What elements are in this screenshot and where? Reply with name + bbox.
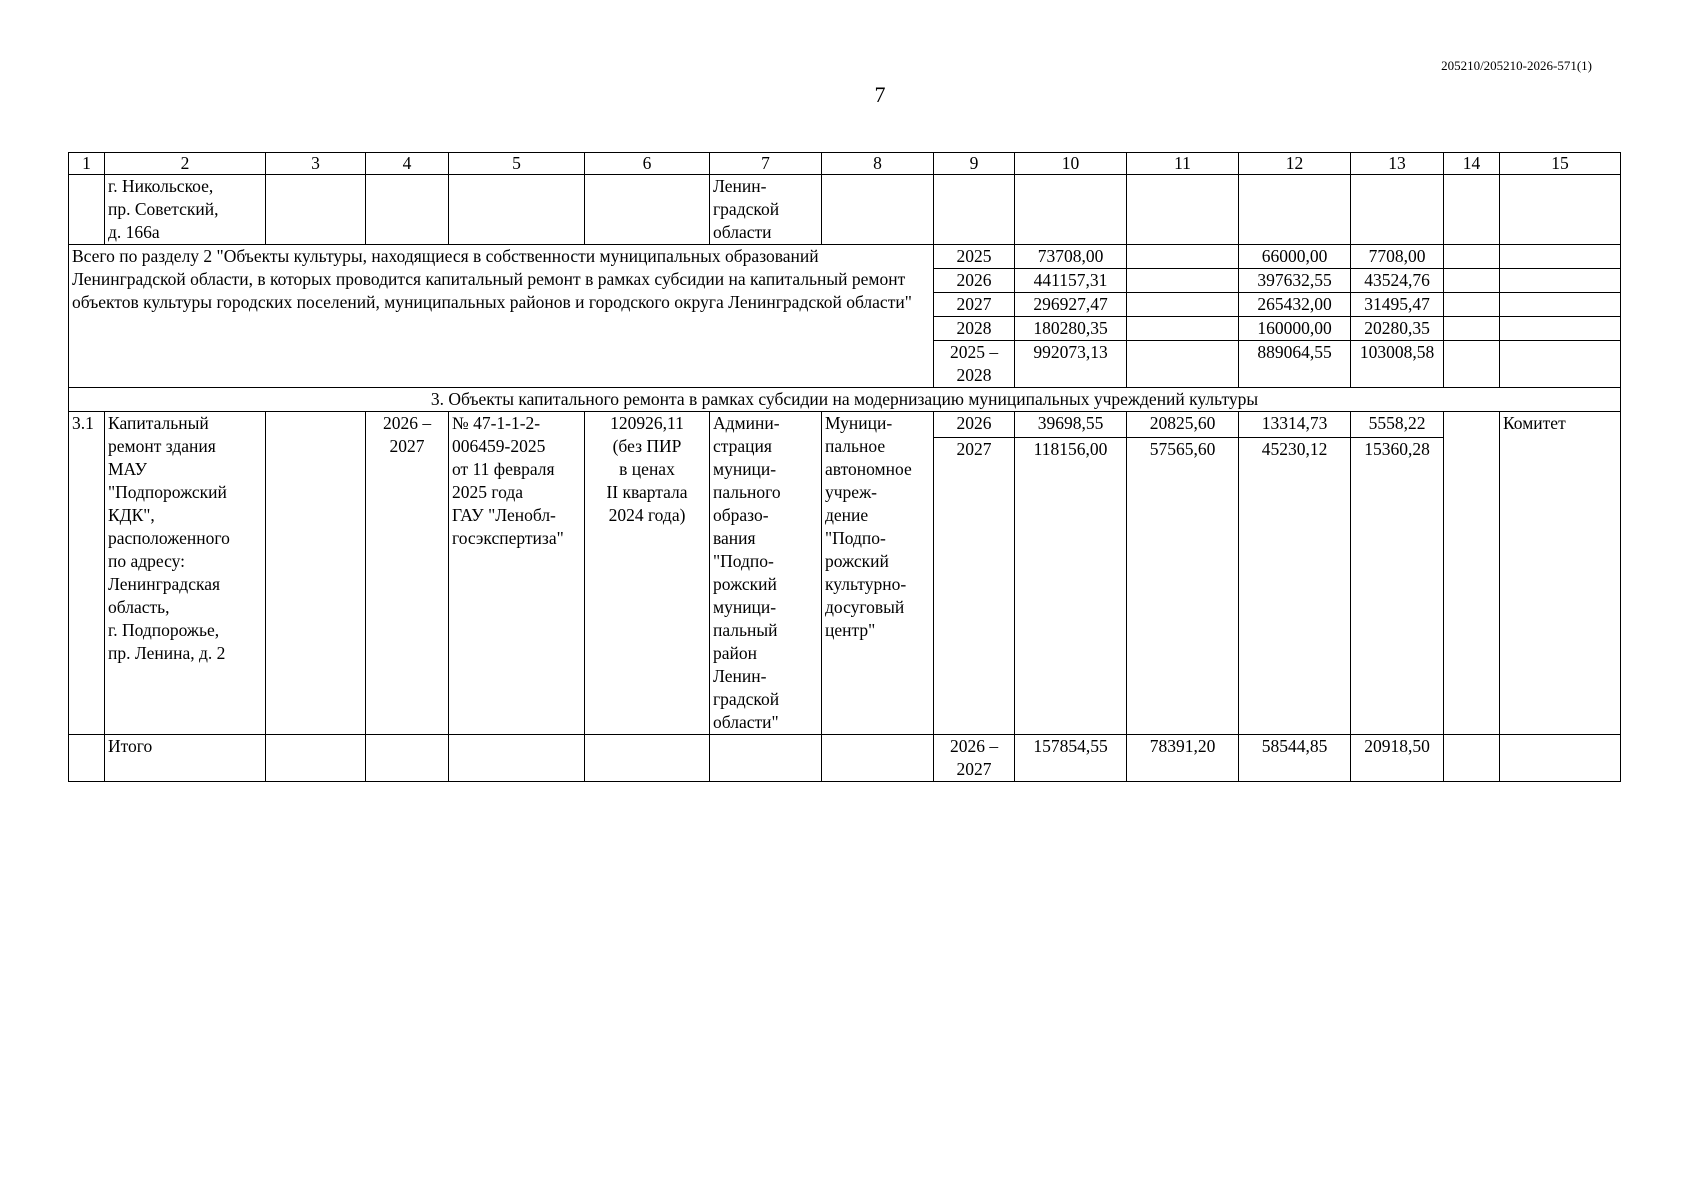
total-row: [69, 735, 1621, 782]
amount-cell: [1127, 245, 1239, 269]
institution-cell: Муници- пальное автономное учреж- дение "Подпо- рожский культурно- досуговый центр": [822, 412, 934, 735]
table-cell: [1444, 269, 1500, 293]
table-cell: [710, 735, 822, 782]
amount-cell: 20918,50: [1351, 735, 1444, 782]
estimated-cost-cell: 120926,11 (без ПИР в ценах II квартала 2024 года): [585, 412, 710, 735]
year-cell: 2026: [934, 269, 1015, 293]
table-cell: [1444, 735, 1500, 782]
year-cell: 2025: [934, 245, 1015, 269]
amount-cell: 296927,47: [1015, 293, 1127, 317]
table-cell: [1444, 317, 1500, 341]
section2-total-label: Всего по разделу 2 "Объекты культуры, находящиеся в собственности муниципальных образований Ленинградской области, в которых проводится капитальный ремонт в рамках субсидии на капитальный ремонт объектов культуры городских поселений, муниципальных районов и городского округа Ленинградской области": [69, 245, 934, 388]
amount-cell: 992073,13: [1015, 341, 1127, 388]
amount-cell: 397632,55: [1239, 269, 1351, 293]
column-number-row: [69, 153, 1621, 175]
year-cell: 2028: [934, 317, 1015, 341]
period-cell: 2026 – 2027: [366, 412, 449, 735]
amount-cell: [1127, 317, 1239, 341]
object-name-cell: Капитальный ремонт здания МАУ "Подпорожский КДК", расположенного по адресу: Ленинградская область, г. Подпорожье, пр. Ленина, д. 2: [105, 412, 266, 735]
column-number: 4: [366, 153, 449, 175]
table-cell: [585, 735, 710, 782]
column-number: 13: [1351, 153, 1444, 175]
table-cell: [449, 175, 585, 245]
column-number: 10: [1015, 153, 1127, 175]
amount-cell: 73708,00: [1015, 245, 1127, 269]
table-cell: [1127, 175, 1239, 245]
item-row: [69, 412, 1621, 438]
amount-cell: 66000,00: [1239, 245, 1351, 269]
table-cell: [585, 175, 710, 245]
table-cell: [1500, 317, 1621, 341]
table-cell: [1500, 293, 1621, 317]
section-title: 3. Объекты капитального ремонта в рамках субсидии на модернизацию муниципальных учреждений культуры: [69, 388, 1621, 412]
amount-cell: [1127, 293, 1239, 317]
table-cell: [266, 412, 366, 735]
amount-cell: 5558,22: [1351, 412, 1444, 438]
amount-cell: 45230,12: [1239, 437, 1351, 734]
amount-cell: 441157,31: [1015, 269, 1127, 293]
amount-cell: 78391,20: [1127, 735, 1239, 782]
amount-cell: 160000,00: [1239, 317, 1351, 341]
column-number: 14: [1444, 153, 1500, 175]
amount-cell: 265432,00: [1239, 293, 1351, 317]
amount-cell: 103008,58: [1351, 341, 1444, 388]
column-number: 9: [934, 153, 1015, 175]
column-number: 2: [105, 153, 266, 175]
amount-cell: 15360,28: [1351, 437, 1444, 734]
amount-cell: 20280,35: [1351, 317, 1444, 341]
amount-cell: 39698,55: [1015, 412, 1127, 438]
table-cell: [69, 175, 105, 245]
amount-cell: 31495,47: [1351, 293, 1444, 317]
table-cell: [69, 735, 105, 782]
table-cell: [1500, 341, 1621, 388]
table-cell: [266, 735, 366, 782]
item-number: 3.1: [69, 412, 105, 735]
section2-total-row: [69, 245, 1621, 269]
responsible-cell: Комитет: [1500, 412, 1621, 735]
amount-cell: 13314,73: [1239, 412, 1351, 438]
table-cell: [1500, 175, 1621, 245]
table-cell: [1239, 175, 1351, 245]
table-cell: [449, 735, 585, 782]
table-cell: [1500, 735, 1621, 782]
year-cell: 2026: [934, 412, 1015, 438]
table-cell: [1444, 293, 1500, 317]
table-cell: [1351, 175, 1444, 245]
capital-repair-table: [68, 152, 1621, 782]
column-number: 7: [710, 153, 822, 175]
table-cell: [934, 175, 1015, 245]
table-cell: [1444, 412, 1500, 735]
column-number: 6: [585, 153, 710, 175]
year-cell: 2027: [934, 293, 1015, 317]
column-number: 3: [266, 153, 366, 175]
table-cell: [822, 175, 934, 245]
amount-cell: 57565,60: [1127, 437, 1239, 734]
amount-cell: 20825,60: [1127, 412, 1239, 438]
column-number: 5: [449, 153, 585, 175]
amount-cell: [1127, 269, 1239, 293]
object-address-cell: г. Никольское, пр. Советский, д. 166а: [105, 175, 266, 245]
document-code: 205210/205210-2026-571(1): [1441, 58, 1592, 73]
table-cell: [1015, 175, 1127, 245]
section3-title-row: [69, 388, 1621, 412]
amount-cell: 180280,35: [1015, 317, 1127, 341]
amount-cell: 7708,00: [1351, 245, 1444, 269]
amount-cell: 118156,00: [1015, 437, 1127, 734]
table-cell: [822, 735, 934, 782]
amount-cell: [1127, 341, 1239, 388]
table-cell: [1444, 341, 1500, 388]
column-number: 1: [69, 153, 105, 175]
column-number: 12: [1239, 153, 1351, 175]
table-cell: [1500, 269, 1621, 293]
amount-cell: 58544,85: [1239, 735, 1351, 782]
page-number: 7: [874, 82, 886, 107]
table-cell: [1444, 175, 1500, 245]
carry-over-row: [69, 175, 1621, 245]
total-label: Итого: [105, 735, 266, 782]
table-cell: [1500, 245, 1621, 269]
table-cell: [366, 175, 449, 245]
customer-cell: Админи- страция муници- пального образо- вания "Подпо- рожский муници- пальный район Ленин- градской области": [710, 412, 822, 735]
customer-cell: Ленин- градской области: [710, 175, 822, 245]
amount-cell: 157854,55: [1015, 735, 1127, 782]
amount-cell: 43524,76: [1351, 269, 1444, 293]
table-cell: [266, 175, 366, 245]
table-cell: [1444, 245, 1500, 269]
year-cell: 2025 – 2028: [934, 341, 1015, 388]
amount-cell: 889064,55: [1239, 341, 1351, 388]
year-cell: 2026 – 2027: [934, 735, 1015, 782]
column-number: 15: [1500, 153, 1621, 175]
column-number: 8: [822, 153, 934, 175]
year-cell: 2027: [934, 437, 1015, 734]
expertise-cell: № 47-1-1-2- 006459-2025 от 11 февраля 2025 года ГАУ "Ленобл- госэкспертиза": [449, 412, 585, 735]
column-number: 11: [1127, 153, 1239, 175]
table-cell: [366, 735, 449, 782]
